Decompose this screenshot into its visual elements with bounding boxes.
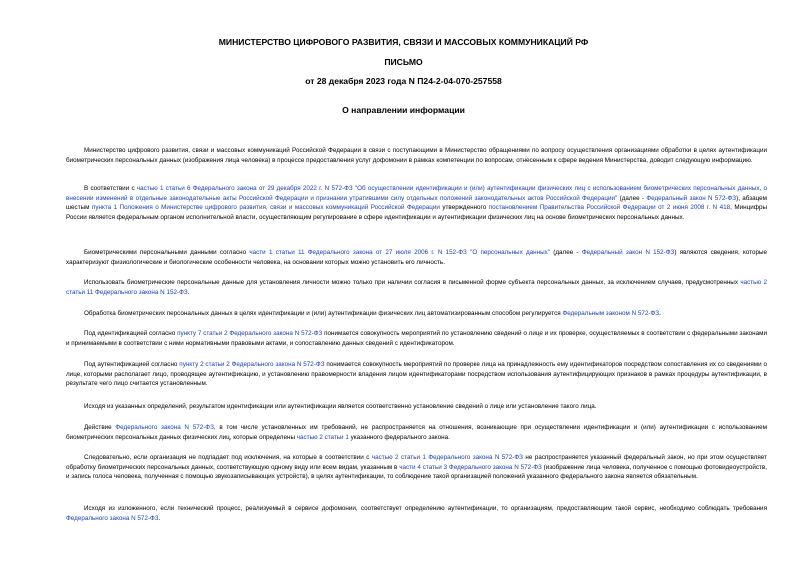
law-reference-link[interactable]: Федерального закона N 572-ФЗ	[115, 424, 214, 431]
paragraph-text: (далее -	[617, 194, 647, 202]
paragraph-text: , в том числе установленных им требований, не распространяется на отношения, возникающие при осуществлении идентификации и (или) аутентификации с использованием биометрических персональных данных физических лиц, которые определены	[66, 424, 767, 441]
paragraph-text: Под аутентификацией согласно	[84, 361, 180, 368]
paragraph	[66, 360, 767, 389]
document-date-number: от 28 декабря 2023 года N П24-2-04-070-257558	[305, 76, 502, 86]
document-subject: О направлении информации	[342, 105, 465, 115]
paragraph-text: ) являются сведения, которые характеризуют физиологические и биологические особенности человека, на основании которых можно установить его личность.	[66, 249, 768, 266]
paragraph-text: .	[659, 310, 661, 317]
paragraph-text: указанного федерального закона.	[348, 433, 450, 441]
paragraph	[66, 184, 767, 222]
law-reference-link[interactable]: части 4 статьи 3 Федерального закона N 572-ФЗ	[399, 463, 542, 471]
paragraph-text: (изображение лица человека, полученное с помощью фотовидеоустройств, и запись голоса человека, полученная с помощью звукозаписывающих устройств), в целях аутентификации, то соблюдение такой организацией положений указанного федерального закона является обязательным.	[66, 463, 767, 481]
law-reference-link[interactable]: пункту 7 статьи 2 Федерального закона N 572-ФЗ	[177, 330, 323, 337]
law-reference-link[interactable]: постановлением Правительства Российской Федерации от 2 июня 2008 г. N 418	[488, 204, 731, 212]
law-reference-link[interactable]: Федеральный закон N 572-ФЗ	[646, 194, 737, 202]
law-reference-link[interactable]: части 1 статьи 11 Федерального закона от 27 июля 2006 г. N 152-ФЗ "О персональных данных"	[249, 249, 551, 256]
paragraph-text: (далее -	[550, 249, 582, 256]
paragraph-text: утвержденного	[439, 204, 489, 212]
paragraph	[66, 329, 767, 348]
law-reference-link[interactable]: частью 1 статьи 6 Федерального закона от 29 декабря 2022 г. N 572-ФЗ "Об осуществлении идентификации и (или) аутентификации физических лиц с использованием биометрических персональных данных, о внесении изменений в отдельные законодательные акты Российской Федерации и признании утратившими силу отдельных положений законодательных актов Российской Федерации"	[66, 185, 768, 202]
law-reference-link[interactable]: частью 2 статьи 11 Федерального закона N 152-ФЗ	[66, 279, 767, 296]
law-reference-link[interactable]: частью 2 статьи 1	[296, 433, 349, 441]
paragraph	[66, 146, 767, 165]
paragraph-text: ), абзацем шестым	[66, 194, 768, 212]
paragraph-text: Биометрическими персональными данными согласно	[84, 249, 250, 256]
paragraph-text: Обработка биометрических персональных данных в целях идентификации и (или) аутентификации физических лиц автоматизированным способом регулируется	[84, 310, 563, 317]
ministry-heading: МИНИСТЕРСТВО ЦИФРОВОГО РАЗВИТИЯ, СВЯЗИ И МАССОВЫХ КОММУНИКАЦИЙ РФ	[218, 37, 589, 47]
law-reference-link[interactable]: пункту 2 статьи 2 Федерального закона N 572-ФЗ	[179, 361, 325, 368]
paragraph-text: Действие	[84, 424, 116, 431]
paragraph-text: Исходя из изложенного, если технический процесс, реализуемый в сервисе дофомонии, соответствует определению аутентификации, то организациям, предоставляющим такой сервис, необходимо соблюдать требования	[84, 505, 767, 512]
document-type: ПИСЬМО	[384, 57, 423, 67]
paragraph-text: Использовать биометрические персональные данные для установления личности можно только при наличии согласия в письменной форме субъекта персональных данных, за исключением случаев, предусмотренных	[84, 279, 741, 286]
paragraph	[66, 248, 767, 267]
paragraph-text: понимается совокупность мероприятий по проверке лица на принадлежность ему идентификаторов посредством сопоставления их со сведениями о лице, которыми располагает лицо, проводящее аутентификацию, и установлению правомерности владения лицом идентификаторами посредством использования аутентифицирующих признаков в рамках процедуры аутентификации, в результате чего лицо считается установленным.	[66, 361, 767, 388]
paragraph-text: .	[158, 514, 161, 522]
law-reference-link[interactable]: частью 2 статьи 1 Федерального закона N 572-ФЗ	[371, 454, 523, 461]
paragraph-text: Под идентификацией согласно	[84, 330, 178, 337]
paragraph	[66, 504, 767, 523]
paragraph-text: Министерство цифрового развития, связи и массовых коммуникаций Российской Федерации в связи с поступающими в Министерство обращениями по вопросу осуществления организациями обработки в целях аутентификации биометрических персональных данных (изображения лица человека) в процессе предоставления услуг дофомонии в рамках компетенции по вопросам, отнесенным к сфере ведения Министерства, доводит следующую информацию.	[66, 147, 767, 164]
law-reference-link[interactable]: пункта 1 Положения о Министерстве цифрового развития, связи и массовых коммуникаций Российской Федерации	[91, 204, 440, 212]
paragraph	[66, 309, 767, 319]
paragraph	[66, 453, 767, 482]
paragraph-text: Следовательно, если организация не подпадает под исключения, на которые в соответствии с	[84, 454, 372, 461]
paragraph	[66, 423, 767, 442]
paragraph-text: понимается совокупность мероприятий по установлению сведений о лице и их проверке, осуществляемых в соответствии с федеральными законами и принимаемыми в соответствии с ними нормативными правовыми актами, и сопоставлению данных сведений с идентификатором.	[66, 330, 767, 347]
law-reference-link[interactable]: Федерального закона N 572-ФЗ	[66, 514, 159, 522]
law-reference-link[interactable]: Федеральным законом N 572-ФЗ	[562, 310, 660, 317]
paragraph-text: Исходя из указанных определений, результатом идентификации или аутентификации является соответственно установление сведений о лице или установление такого лица.	[84, 403, 597, 410]
paragraph	[66, 278, 767, 297]
paragraph	[66, 402, 767, 412]
paragraph-text: .	[187, 288, 190, 296]
paragraph-text: В соответствии с	[84, 185, 137, 192]
paragraph-text: , Минцифры России является федеральным органом исполнительной власти, осуществляющим регулирование в сфере идентификации и аутентификации физических лиц на основе биометрических персональных данных.	[66, 204, 767, 221]
paragraph-text: не распространяется указанный федеральный закон, но при этом осуществляет обработку биометрических персональных данных, соответствующую одному виду или всем видам, указанным в	[66, 454, 767, 471]
law-reference-link[interactable]: Федеральный закон N 152-ФЗ	[581, 249, 675, 256]
